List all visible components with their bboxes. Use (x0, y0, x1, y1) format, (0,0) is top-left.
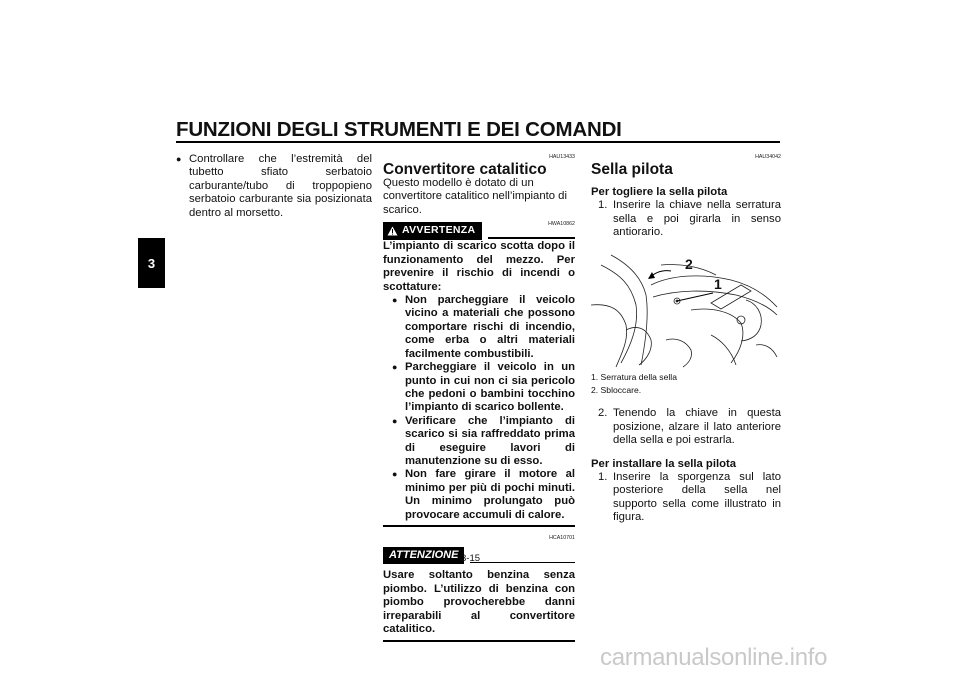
bullet-text: Verificare che l’impianto di scarico si sia raffreddato prima di eseguire lavori di manutenzione su di esso. (405, 414, 575, 467)
seat-lock-figure (591, 245, 779, 369)
list-item (392, 294, 575, 361)
step-number: 1. (598, 199, 608, 212)
callout-2: 2 (685, 256, 693, 273)
section-code: HAU13433 (549, 154, 575, 160)
step-text: Inserire la chiave nella serratura sella e poi girarla in senso antiorario. (613, 199, 781, 239)
caution-code: HCA10701 (549, 534, 575, 541)
warning-end-rule (383, 525, 575, 527)
caution-text: Usare soltanto benzina senza piombo. L’utilizzo di benzina con piombo provocherebbe danni irreparabili al convertitore catalitico. (383, 569, 575, 635)
bullet-icon: ● (392, 362, 398, 373)
page-header-title: FUNZIONI DEGLI STRUMENTI E DEI COMANDI (176, 118, 622, 141)
caution-rule (470, 562, 575, 563)
list-item (591, 471, 781, 525)
step-text: Inserire la sporgenza sul lato posteriore della sella nel supporto sella come illustrato in figura. (613, 471, 781, 524)
bullet-text: Parcheggiare il veicolo in un punto in cui non ci sia pericolo che pedoni o bambini tocchino l’impianto di scarico bollente. (405, 361, 575, 414)
caution-end-rule (383, 640, 575, 642)
remove-heading: Per togliere la sella pilota (591, 185, 728, 198)
section-title: Convertitore catalitico (383, 161, 547, 179)
watermark: carmanualsonline.info (600, 644, 828, 671)
list-item (176, 153, 372, 220)
column-1 (176, 153, 372, 220)
section-intro: Questo modello è dotato di un convertitore catalitico nell’impianto di scarico. (383, 176, 567, 216)
bullet-icon: ● (392, 295, 398, 306)
bullet-icon: ● (392, 469, 398, 480)
bullet-text: Controllare che l’estremità del tubetto sfiato serbatoio carburante/tubo di troppopieno serbatoio carburante sia posizionata dentro al morsetto. (189, 153, 372, 219)
step-text: Tenendo la chiave in questa posizione, alzare il lato anteriore della sella e poi estrarla. (613, 407, 781, 447)
bullet-text: Non parcheggiare il veicolo vicino a materiali che possono comportare rischi di incendio, come erba o altri materiali facilmente combustibili. (405, 294, 575, 360)
step-number: 2. (598, 407, 608, 420)
bullet-icon: ● (392, 415, 398, 426)
figure-caption-2: 2. Sbloccare. (591, 385, 642, 396)
section-code: HAU34042 (755, 154, 781, 160)
install-heading: Per installare la sella pilota (591, 457, 737, 470)
list-item (591, 199, 781, 239)
warning-label: AVVERTENZA (402, 224, 476, 237)
header-rule (176, 141, 780, 143)
warning-code: HWA10862 (548, 221, 575, 228)
bullet-icon: ● (176, 154, 182, 164)
list-item (392, 415, 575, 469)
bullet-text: Non fare girare il motore al minimo per più di pochi minuti. Un minimo prolungato può provocare accumuli di calore. (405, 468, 575, 521)
figure-caption-1: 1. Serratura della sella (591, 372, 677, 383)
page-number: 3-15 (461, 553, 481, 564)
column-3 (591, 151, 781, 525)
warning-badge (383, 222, 482, 240)
caution-badge: ATTENZIONE (383, 547, 464, 564)
column-2 (383, 151, 575, 642)
warning-rule (488, 237, 575, 238)
warning-triangle-icon (387, 226, 398, 236)
chapter-tab: 3 (138, 238, 165, 288)
warning-text: L’impianto di scarico scotta dopo il funzionamento del mezzo. Per prevenire il rischio di incendi o scottature: (383, 240, 575, 293)
list-item (591, 407, 781, 447)
callout-1: 1 (714, 276, 722, 293)
list-item (392, 468, 575, 522)
warning-bullet-list (383, 294, 575, 522)
list-item (392, 361, 575, 415)
step-number: 1. (598, 471, 608, 484)
section-title: Sella pilota (591, 161, 673, 179)
